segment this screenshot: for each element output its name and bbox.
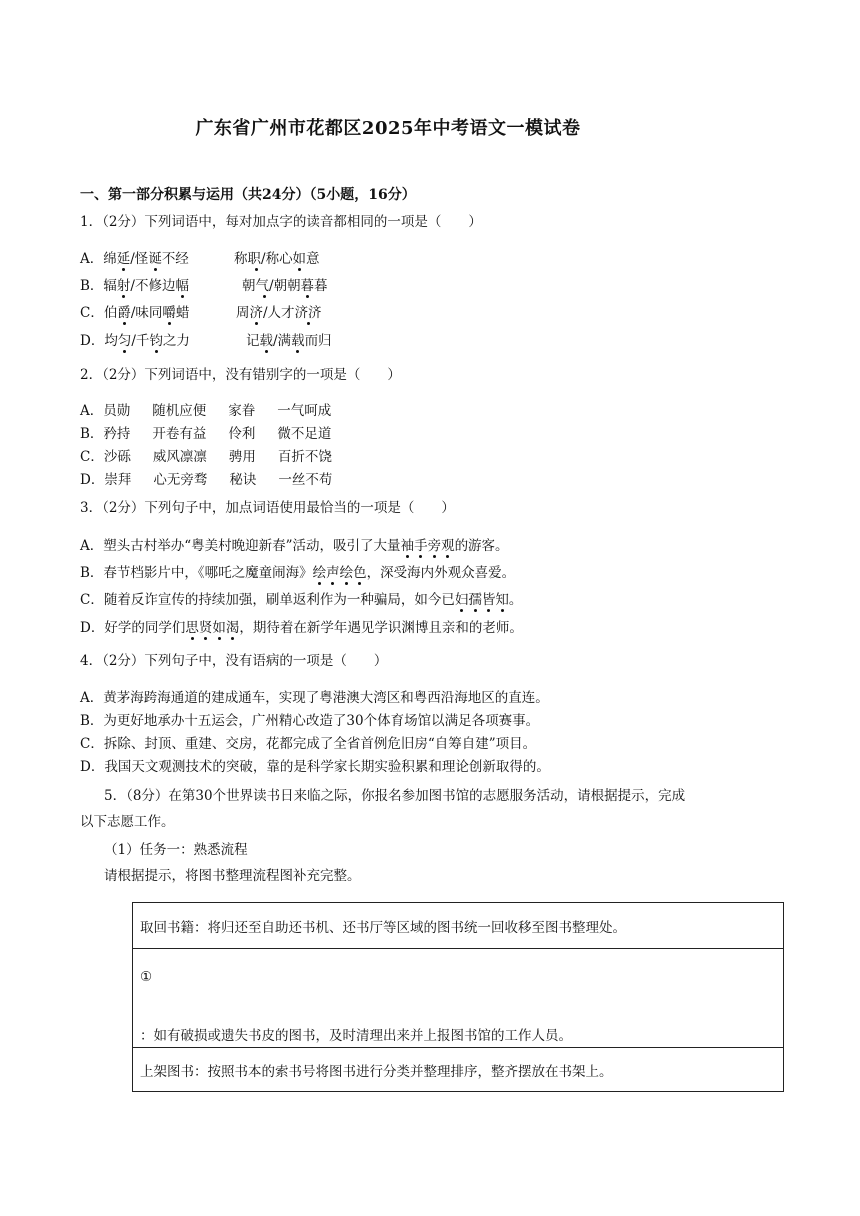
dotted-char: 济 [249,305,263,321]
plain-text: 不经 [161,251,189,267]
dotted-char: 贤 [198,620,213,636]
plain-text: /不修边 [130,278,176,294]
flow-row-shelve-books [133,1048,783,1091]
dotted-char: 气/ [255,278,274,294]
dotted-char: 手 [414,538,428,554]
dotted-char: 载 [259,333,273,349]
q5-stem-line2: 以下志愿工作。 [80,814,175,830]
dotted-char: 思 [185,620,199,636]
option-word: 一丝不苟 [278,472,333,488]
option-word-b [242,276,328,296]
plain-text: /满 [273,333,292,349]
option-label: D． [80,759,105,775]
option-word-a [103,249,189,269]
plain-text: /千 [131,333,150,349]
dotted-char: 声 [326,565,340,581]
flow-row-fetch-books [133,903,783,949]
dotted-char: 如 [212,620,226,636]
plain-text: 之力 [162,333,190,349]
dotted-char: 知 [495,592,509,608]
option-word-b [236,303,322,323]
dotted-char: 绘 [312,565,327,581]
dotted-char: 孺 [468,592,482,608]
flow-row-fetch-text: 取回书籍：将归还至自助还书机、还书厅等区域的图书统一回收移至图书整理处。 [140,919,626,936]
dotted-char: 射 [116,278,131,294]
option-word: 伶利 [228,426,256,442]
dotted-char: 旁 [427,538,442,554]
q4-option-b [80,711,539,731]
option-word: 威风凛凛 [152,449,207,465]
dotted-char: 职/ [247,251,266,267]
plain-text: /味同 [130,305,163,321]
plain-text: 辐 [103,278,117,294]
option-word: 骋用 [228,449,256,465]
option-label: B． [80,713,104,729]
option-label: D． [80,620,105,636]
dotted-char: 钧 [149,333,163,349]
option-text: 春节档影片中，《哪吒之魔童闹海》 [103,565,313,581]
dotted-char: 色 [353,565,367,581]
dotted-char: 心如意 [279,251,320,267]
option-word: 一气呵成 [277,403,332,419]
option-label: B． [80,565,104,581]
q3-option-b [80,563,515,583]
option-label: C． [80,305,104,321]
q1-option-a [80,249,320,269]
plain-text: 伯 [103,305,118,321]
flow-row-blank [133,949,783,1048]
dotted-char: 诞 [148,251,162,267]
q1-option-c [80,303,322,323]
option-word: 沙砾 [103,449,131,465]
option-label: C． [80,736,104,752]
option-text: 好学的同学们 [104,620,186,636]
option-label: C． [80,592,104,608]
flow-chart-table [132,902,784,1092]
option-word-b [234,249,320,269]
option-word-b [246,331,332,351]
plain-text: 绵 [103,251,117,267]
q3-option-a [80,536,509,556]
option-word-a [103,276,189,296]
dotted-char: 渴 [225,620,240,636]
option-label: A． [80,403,104,419]
q4-option-c [80,734,536,754]
flow-row-shelve-text: 上架图书：按照书本的索书号将图书进行分类并整理排序，整齐摆放在书架上。 [140,1063,613,1080]
option-label: B． [80,426,104,442]
plain-text: 蜡 [175,305,190,321]
q5-instruction: 请根据提示，将图书整理流程图补充完整。 [104,868,361,884]
plain-text: 朝 [242,278,256,294]
option-word: 矜持 [103,426,131,442]
option-word: 开卷有益 [152,426,207,442]
dotted-char: 妇 [454,592,469,608]
option-text: ，深受海内外观众喜爱。 [366,565,516,581]
q5-stem-line1: 5．（8分）在第30个世界读书日来临之际，你报名参加图书馆的志愿服务活动，请根据提示，完成 [104,788,686,804]
dotted-char: 皆 [481,592,496,608]
q1-option-b [80,276,328,296]
option-label: A． [80,251,104,267]
plain-text: 记 [246,333,260,349]
dotted-char: 朝暮暮 [287,278,328,294]
option-label: C． [80,449,104,465]
option-word: 员勋 [103,403,131,419]
plain-text: 周 [236,305,250,321]
option-word: 秘诀 [229,472,257,488]
option-word: 随机应便 [152,403,207,419]
q3-stem: 3．（2分）下列句子中，加点词语使用最恰当的一项是（ ） [80,500,455,516]
section-heading: 一、第一部分积累与运用（共24分）（5小题，16分） [80,187,416,203]
option-label: A． [80,538,104,554]
option-label: D． [80,472,105,488]
dotted-char: 载 [291,333,305,349]
q5-task1: （1）任务一：熟悉流程 [104,842,248,858]
q4-stem: 4．（2分）下列句子中，没有语病的一项是（ ） [80,653,388,669]
option-word: 家眷 [228,403,256,419]
option-text: 我国天文观测技术的突破，靠的是科学家长期实验积累和理论创新取得的。 [104,759,550,775]
dotted-char: 幅 [175,278,189,294]
option-word: 崇拜 [104,472,132,488]
q4-option-a [80,688,549,708]
q1-stem: 1．（2分）下列词语中，每对加点字的读音都相同的一项是（ ） [80,214,482,230]
option-text: 为更好地承办十五运会，广州精心改造了30个体育场馆以满足各项赛事。 [103,713,540,729]
q2-option-d [80,470,354,490]
q2-option-c [80,447,354,467]
blank-marker: ① [140,969,153,985]
plain-text: 称 [265,251,280,267]
option-text: 的游客。 [454,538,509,554]
option-text: 黄茅海跨海通道的建成通车，实现了粤港澳大湾区和粤西沿海地区的直连。 [103,690,549,706]
dotted-char: 袖 [400,538,415,554]
q3-option-d [80,618,523,638]
dotted-char: 观 [441,538,455,554]
option-text: 。 [508,592,523,608]
dotted-char: 匀 [117,333,132,349]
option-word-a [104,331,190,351]
q2-option-a [80,401,353,421]
option-text: 拆除、封顶、重建、交房，花都完成了全省首例危旧房“自筹自建”项目。 [103,736,537,752]
option-label: B． [80,278,104,294]
plain-text: /人才 [263,305,295,321]
option-text: 塑头古村举办“粤美村晚迎新春”活动，吸引了大量 [103,538,401,554]
option-word: 百折不饶 [277,449,332,465]
option-label: D． [80,333,105,349]
option-text: ，期待着在新学年遇见学识渊博且亲和的老师。 [239,620,523,636]
plain-text: 而归 [304,333,332,349]
q2-stem: 2．（2分）下列词语中，没有错别字的一项是（ ） [80,367,401,383]
exam-title: 广东省广州市花都区2025年中考语文一模试卷 [195,118,581,139]
option-word: 微不足道 [277,426,332,442]
q4-option-d [80,757,550,777]
dotted-char: 爵 [117,305,131,321]
q3-option-c [80,590,522,610]
option-word: 心无旁骛 [153,472,208,488]
plain-text: /怪 [130,251,149,267]
q1-option-d [80,331,332,351]
option-text: 随着反诈宣传的持续加强，刷单返利作为一种骗局，如今已 [103,592,455,608]
flow-row-blank-text: ：如有破损或遗失书皮的图书，及时清理出来并上报图书馆的工作人员。 [140,1028,572,1044]
dotted-char: 绘 [339,565,354,581]
option-label: A． [80,690,104,706]
dotted-char: 济济 [294,305,322,321]
option-word-a [104,303,190,323]
dotted-char: 延 [116,251,131,267]
plain-text: 均 [104,333,118,349]
q2-option-b [80,424,353,444]
dotted-char: 嚼 [162,305,176,321]
plain-text: 朝 [273,278,288,294]
plain-text: 称 [234,251,248,267]
